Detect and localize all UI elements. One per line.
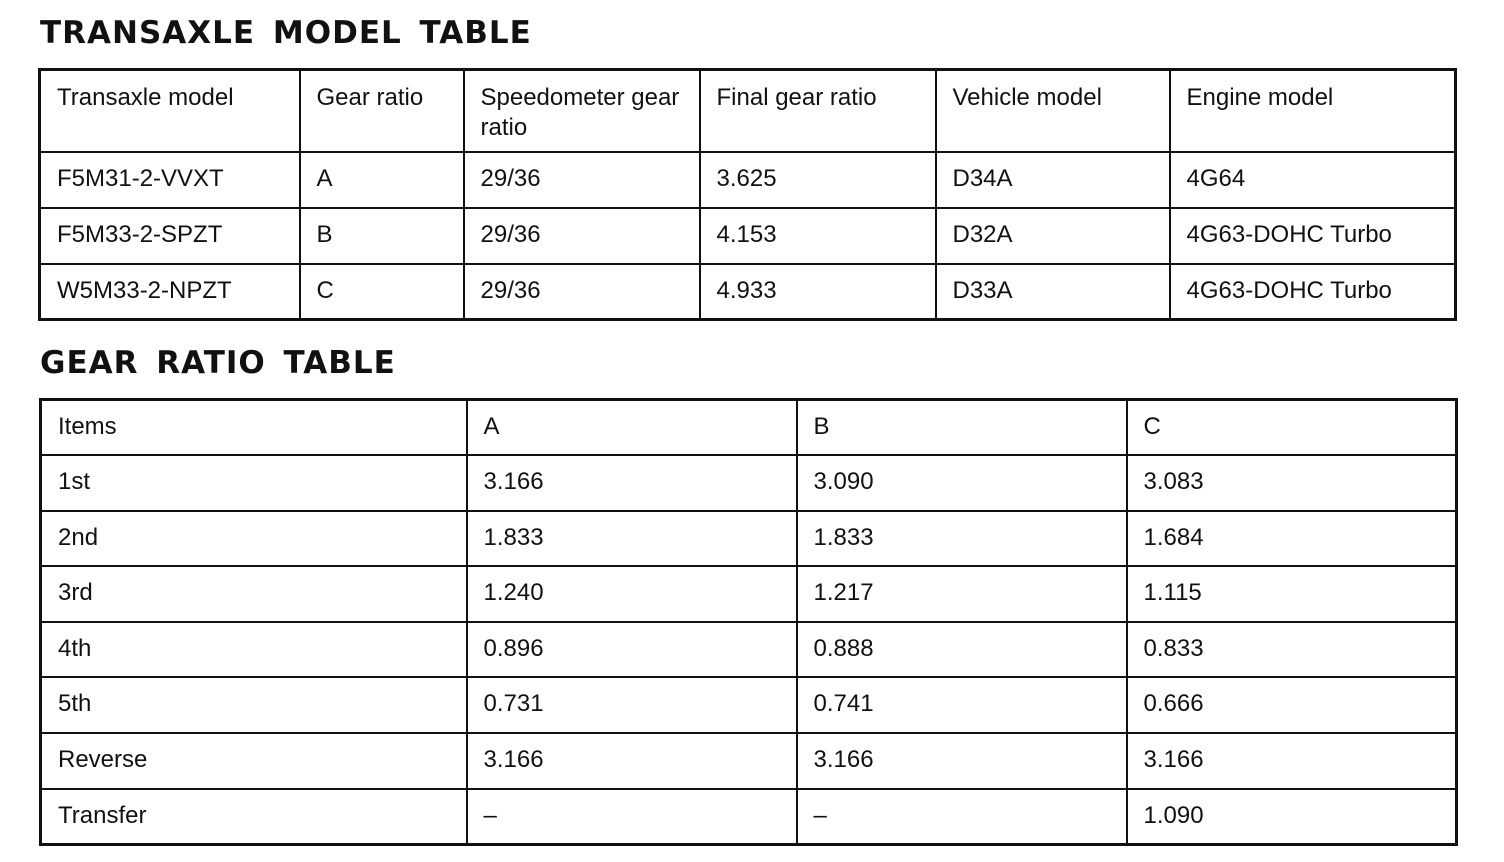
table-cell: 0.896 xyxy=(467,622,797,678)
table-cell: 4.933 xyxy=(700,264,936,320)
column-header: B xyxy=(797,400,1127,456)
column-header: C xyxy=(1127,400,1457,456)
gear-ratio-table xyxy=(39,398,1458,846)
table-cell: 0.833 xyxy=(1127,622,1457,678)
table-cell: 2nd xyxy=(41,511,467,567)
table-row xyxy=(41,789,1457,845)
table-row xyxy=(40,152,1456,208)
table-cell: 0.741 xyxy=(797,677,1127,733)
table-row xyxy=(41,511,1457,567)
table-row xyxy=(41,622,1457,678)
table-cell: D32A xyxy=(936,208,1170,264)
table-cell: C xyxy=(300,264,464,320)
column-header: Transaxle model xyxy=(40,70,300,152)
transaxle-model-table xyxy=(38,68,1457,321)
table-cell: 29/36 xyxy=(464,264,700,320)
table-cell: 1.684 xyxy=(1127,511,1457,567)
table-cell: 1.217 xyxy=(797,566,1127,622)
table-cell: D34A xyxy=(936,152,1170,208)
table-header-row xyxy=(41,400,1457,456)
table-cell: 29/36 xyxy=(464,152,700,208)
table-cell: 1.115 xyxy=(1127,566,1457,622)
table-cell: 4G63-DOHC Turbo xyxy=(1170,264,1456,320)
table-row xyxy=(41,733,1457,789)
column-header: Gear ratio xyxy=(300,70,464,152)
table-cell: Reverse xyxy=(41,733,467,789)
table-row xyxy=(40,264,1456,320)
table-cell: 1.833 xyxy=(797,511,1127,567)
table-cell: B xyxy=(300,208,464,264)
column-header: Speedometer gear ratio xyxy=(464,70,700,152)
table-cell: 3.166 xyxy=(467,455,797,511)
table-cell: – xyxy=(797,789,1127,845)
table-row xyxy=(41,566,1457,622)
column-header: Final gear ratio xyxy=(700,70,936,152)
table-cell: 1st xyxy=(41,455,467,511)
table-cell: 3rd xyxy=(41,566,467,622)
table-cell: 0.731 xyxy=(467,677,797,733)
table-header-row xyxy=(40,70,1456,152)
table-cell: F5M33-2-SPZT xyxy=(40,208,300,264)
table-cell: 3.090 xyxy=(797,455,1127,511)
table-cell: 3.166 xyxy=(467,733,797,789)
table-cell: W5M33-2-NPZT xyxy=(40,264,300,320)
column-header: Engine model xyxy=(1170,70,1456,152)
gear-ratio-table-title: GEAR RATIO TABLE xyxy=(40,345,396,381)
table-cell: 3.083 xyxy=(1127,455,1457,511)
table-cell: 1.833 xyxy=(467,511,797,567)
table-row xyxy=(41,455,1457,511)
table-cell: 0.666 xyxy=(1127,677,1457,733)
table-cell: 3.166 xyxy=(1127,733,1457,789)
column-header: A xyxy=(467,400,797,456)
table-cell: 4.153 xyxy=(700,208,936,264)
column-header: Vehicle model xyxy=(936,70,1170,152)
table-cell: 4G64 xyxy=(1170,152,1456,208)
table-cell: – xyxy=(467,789,797,845)
transaxle-table-title: TRANSAXLE MODEL TABLE xyxy=(40,15,532,51)
table-cell: Transfer xyxy=(41,789,467,845)
table-cell: 4G63-DOHC Turbo xyxy=(1170,208,1456,264)
table-cell: 3.166 xyxy=(797,733,1127,789)
column-header: Items xyxy=(41,400,467,456)
table-cell: 5th xyxy=(41,677,467,733)
table-row xyxy=(40,208,1456,264)
table-cell: F5M31-2-VVXT xyxy=(40,152,300,208)
table-cell: 0.888 xyxy=(797,622,1127,678)
table-cell: A xyxy=(300,152,464,208)
table-row xyxy=(41,677,1457,733)
table-cell: 3.625 xyxy=(700,152,936,208)
table-cell: 4th xyxy=(41,622,467,678)
table-cell: 1.090 xyxy=(1127,789,1457,845)
table-cell: D33A xyxy=(936,264,1170,320)
table-cell: 1.240 xyxy=(467,566,797,622)
table-cell: 29/36 xyxy=(464,208,700,264)
